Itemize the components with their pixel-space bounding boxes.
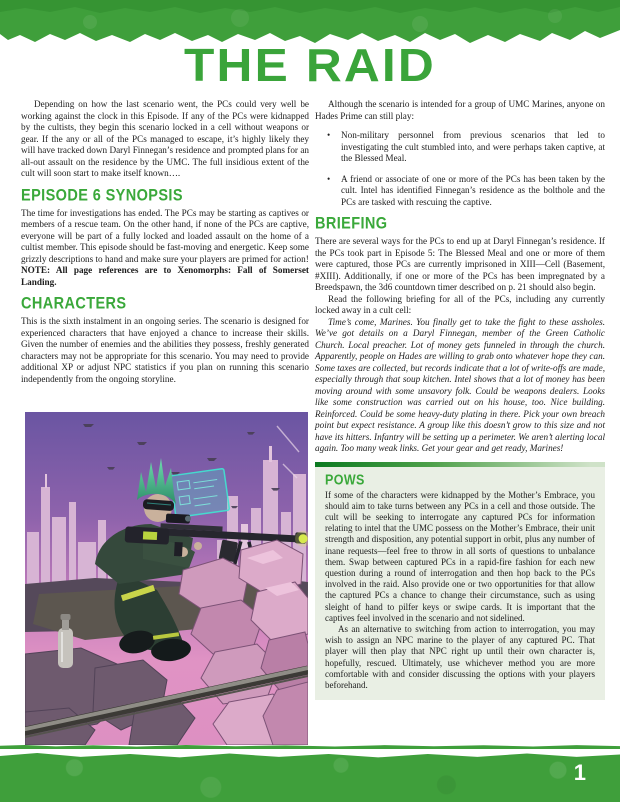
pows-sidebar-box [315,462,605,701]
heading-pows: POWS [325,471,365,488]
bullet-item: • Non-military personnel from previous scenarios that led to investigating the cult stumbled into, and were perhaps taken captive, at the Blessed Meal. [325,130,605,165]
heading-briefing: BRIEFING [315,214,388,234]
bottom-grunge-band [0,753,620,802]
note-line [21,265,309,288]
illustration-sniper [25,412,308,745]
right-column [315,99,605,700]
paragraph-synopsis: The time for investigations has ended. The PCs may be starting as captives or members of a rescue team. On the other hand, if none of the PCs are captive, everyone will be part of a fully locked and loaded assault on the home of a cultist member. This episode should be fast-moving and energetic. Keep some grizzly descriptions to hand and make sure your players are primed for action! [21,207,309,264]
paragraph-intro-left: Depending on how the last scenario went, the PCs could very well be working against the clock in this Episode. If any of the PCs were kidnapped by the cultists, they begin this scenario locked in a cell without weapons or gear. If the any or all of the PCs managed to escape, it’s highly likely they will have tracked down Daryl Finnegan’s residence and prompted plans for an all-out assault on the residence by the UMC. The full insidious extent of the cult will soon start to make itself known…. [21,99,309,178]
illustration-sniper-art [25,412,308,745]
paragraph-briefing-2: Read the following briefing for all of the PCs, including any currently locked away in a cult cell: [315,293,605,315]
pows-paragraph-1: If some of the characters were kidnapped by the Mother’s Embrace, you should aim to take turns between any PCs in a cell and those outside. The cult will be seeking to interrogate any captured PCs for information relating to intel that the UMC possess on the Mother’s Embrace, their unit strength and disposition, any potential support in orbit, plus any number of inane requests—feel free to throw in all sorts of questions to unbalance them. Swap between captured PCs in a rapid-fire fashion for each new question during a round of interrogation and then hop back to the PCs involved in the raid. Also provide one or two opportunities for that allow the captured PCs a chance to change their circumstance, such as using sleight of hand to pilfer keys or swipe cards. It is important that the captives feel involved in the scenario and not sidelined. [325,489,595,623]
briefing-readaloud-quote: Time’s come, Marines. You finally get to take the fight to these assholes. We’ve got details on a Daryl Finnegan, member of the Green Catholic Church. Local preacher. Lot of money gets funneled in through the church. Apparently, people on Hades are willing to grab onto whatever hope they can. Some taxes are collected, but records indicate that a lot of write-offs are made, especially through that soup kitchen. Intel shows that a lot of money has been moving around with some unsavory folk. Could be weapons dealers. Looks like some construction was carried out on his house, too. Nice building. Reinforced. Could be some heavy-duty plating in there. Pick your own breach point but expect resistance. A group like this doesn’t grow to this size and not have its hitters. Infantry will be setting up a perimeter. We aren’t alerting local again. Too many weak links. Get your gear and get ready, Marines! [315,316,605,453]
paragraph-briefing-1: There are several ways for the PCs to end up at Daryl Finnegan’s residence. If the PCs took part in Episode 5: The Blessed Meal and one or more of them were captured, those PCs are currently imprisoned in XIII—Cell (Basement, #XIII). Additionally, if one or more of the PCs has been impregnated by a Breedspawn, the 3d6 countdown timer described on p. 21 should also begin. [315,236,605,292]
note-text: All page references are to Xenomorphs: Fall of Somerset Landing. [21,265,309,287]
heading-episode-synopsis: EPISODE 6 SYNOPSIS [21,186,183,205]
bottom-thin-band [0,745,620,749]
hand-rear [194,542,202,550]
page-title: THE RAID [184,39,436,91]
bullet-list [315,130,605,208]
pows-paragraph-2: As an alternative to switching from action to interrogation, you may wish to assign an NPC marine to the player of any captured PC. That player will then play that NPC right up until their own character is, hopefully, rescued. Ultimately, use whichever method you are more comfortable with and consider discussing the options with your players beforehand. [325,623,595,690]
heading-characters: CHARACTERS [21,294,127,314]
paragraph-characters: This is the sixth instalment in an ongoing series. The scenario is designed for experienced characters that have enjoyed a chance to increase their skills. Given the number of enemies and the abilities they possess, freshly generated characters may not be appropriate for this scenario. You may need to provide additional XP or adjust NPC statistics if you plan on running this scenario independently from the ongoing storyline. [21,316,309,384]
left-column [21,99,309,385]
bullet-item: • A friend or associate of one or more of the PCs has been taken by the cult. Intel has identified Finnegan’s residence as the bolthole and the PCs are tasked with rescuing the captive. [325,174,605,209]
page-number: 1 [573,760,586,785]
paragraph-intro-right: Although the scenario is intended for a group of UMC Marines, anyone on Hades Prime can still play: [315,99,605,121]
pows-box-content [315,467,605,692]
note-label: NOTE: [21,265,51,275]
holo-display [170,468,229,517]
